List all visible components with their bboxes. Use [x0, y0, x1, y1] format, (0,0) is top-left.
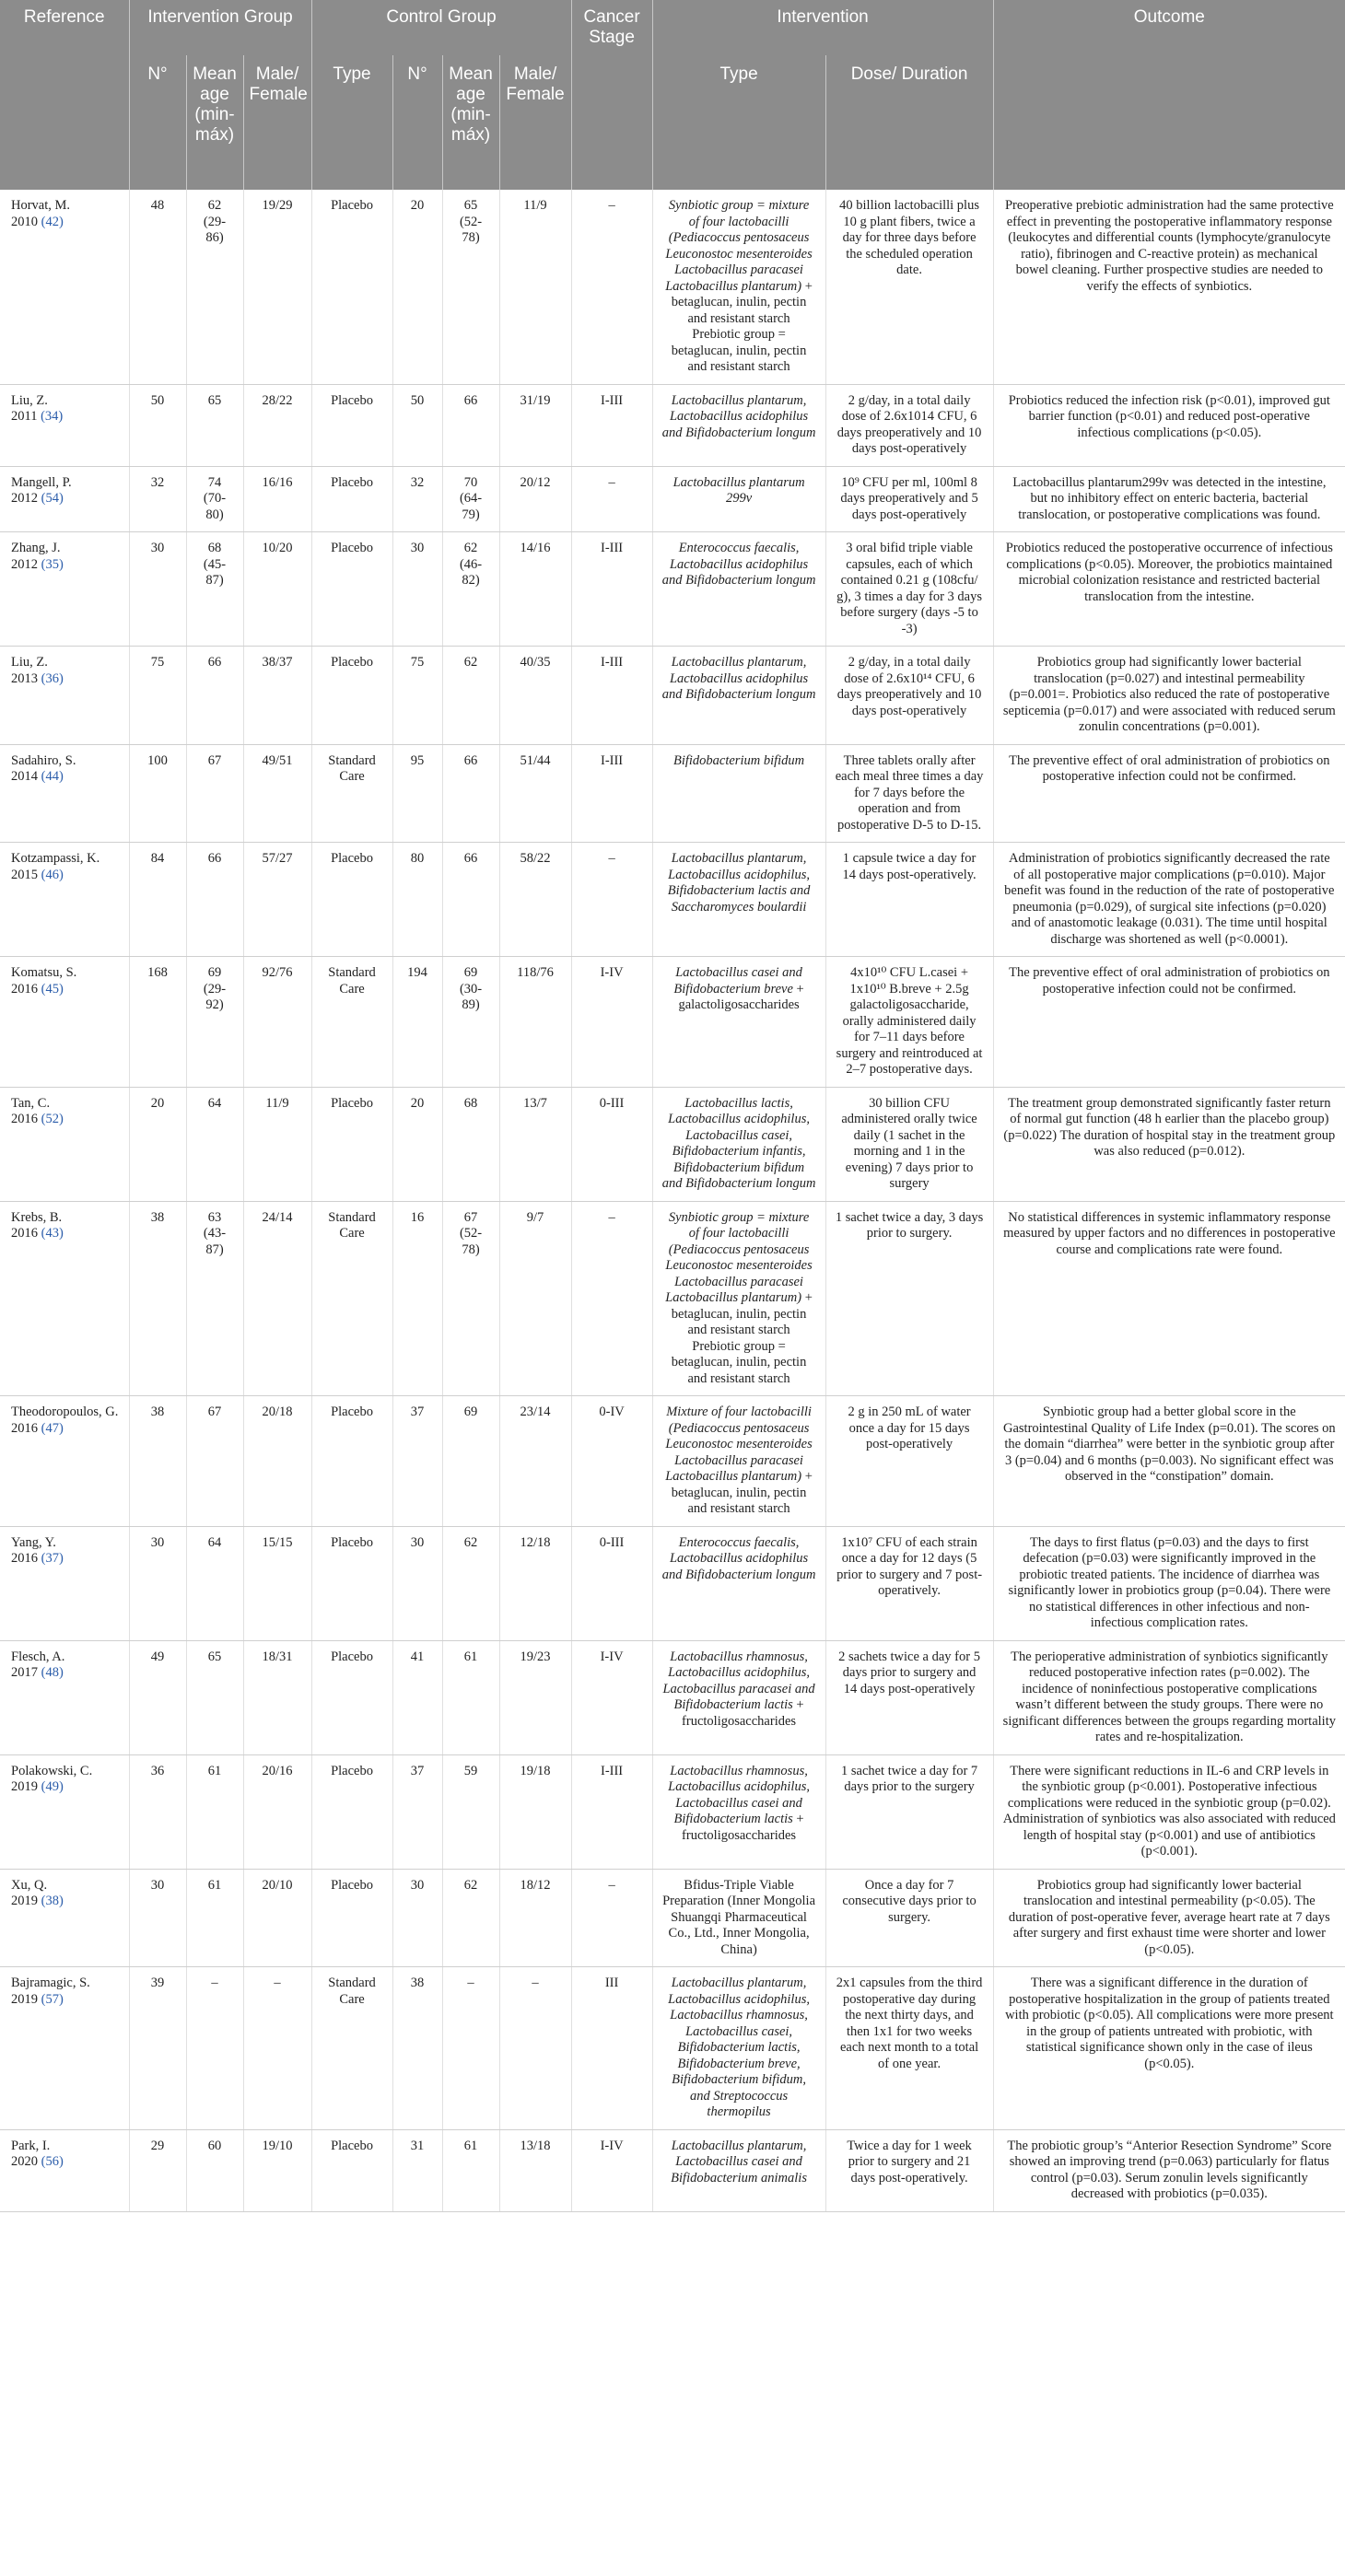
table-row [0, 957, 1345, 1088]
mean-age-intervention: 67 [186, 744, 243, 843]
intervention-type: Lactobacillus plantarum 299v [652, 466, 825, 532]
year: 2013 [11, 670, 38, 686]
reference-cell [0, 1754, 129, 1869]
control-type: Standard Care [311, 1967, 392, 2130]
table-body [0, 190, 1345, 2211]
n-control: 16 [392, 1201, 442, 1396]
n-control: 31 [392, 2129, 442, 2211]
male-female-intervention: 57/27 [243, 843, 311, 957]
dose-duration: 1 sachet twice a day for 7 days prior to the surgery [825, 1754, 993, 1869]
male-female-intervention: 15/15 [243, 1526, 311, 1640]
dose-duration: 4x10¹⁰ CFU L.casei + 1x10¹⁰ B.breve + 2.5g galactoligosaccharide, orally administered daily for 7–11 days before surgery and reintroduced at 2–7 postoperative days. [825, 957, 993, 1088]
male-female-control: 58/22 [499, 843, 571, 957]
control-type: Placebo [311, 190, 392, 384]
male-female-intervention: 10/20 [243, 532, 311, 647]
dose-duration: 40 billion lactobacilli plus 10 g plant fibers, twice a day for three days before the scheduled operation date. [825, 190, 993, 384]
table-row [0, 466, 1345, 532]
outcome: There was a significant difference in the duration of postoperative hospitalization in the group of patients treated with probiotic (p<0.05). All complications were more present in the group of patients untreated with probiotic, with statistical significance shown only in the case of ileus (p<0.05). [993, 1967, 1345, 2130]
citation-link[interactable]: (46) [41, 867, 64, 882]
reference-cell [0, 1869, 129, 1967]
dose-duration: 10⁹ CFU per ml, 100ml 8 days preoperatively and 5 days post-operatively [825, 466, 993, 532]
male-female-intervention: 92/76 [243, 957, 311, 1088]
author: Park, I. [11, 2138, 51, 2153]
n-control: 194 [392, 957, 442, 1088]
control-type: Placebo [311, 1526, 392, 1640]
mean-age-intervention: 64 [186, 1526, 243, 1640]
reference-cell [0, 843, 129, 957]
n-intervention: 32 [129, 466, 186, 532]
n-control: 80 [392, 843, 442, 957]
year: 2020 [11, 2154, 38, 2169]
citation-link[interactable]: (38) [41, 1894, 64, 1908]
author: Yang, Y. [11, 1534, 56, 1550]
table-row [0, 2129, 1345, 2211]
header-reference: Reference [0, 0, 129, 55]
table-header [0, 0, 1345, 190]
n-control: 37 [392, 1396, 442, 1527]
intervention-type: Lactobacillus rhamnosus, Lactobacillus acidophilus, Lactobacillus paracasei and Bifidobacterium lactis + fructoligosaccharides [652, 1640, 825, 1754]
mean-age-intervention: 65 [186, 1640, 243, 1754]
male-female-intervention: 20/16 [243, 1754, 311, 1869]
mean-age-intervention: 61 [186, 1869, 243, 1967]
header-outcome-sub [993, 55, 1345, 190]
header-n-control: N° [392, 55, 442, 190]
dose-duration: 2 g/day, in a total daily dose of 2.6x1014 CFU, 6 days preoperatively and 10 days post-operatively [825, 384, 993, 466]
n-control: 20 [392, 190, 442, 384]
n-control: 41 [392, 1640, 442, 1754]
citation-link[interactable]: (44) [41, 769, 64, 784]
control-type: Placebo [311, 384, 392, 466]
year: 2012 [11, 491, 38, 506]
male-female-intervention: 19/10 [243, 2129, 311, 2211]
author: Flesch, A. [11, 1649, 65, 1664]
header-type-control: Type [311, 55, 392, 190]
male-female-intervention: – [243, 1967, 311, 2130]
author: Liu, Z. [11, 392, 48, 408]
table-row [0, 384, 1345, 466]
author: Horvat, M. [11, 198, 71, 213]
year: 2010 [11, 214, 38, 229]
outcome: Probiotics reduced the postoperative occurrence of infectious complications (p<0.05). Moreover, the probiotics maintained microbial colonization resistance and restricted bacterial translocation from the intestine. [993, 532, 1345, 647]
header-outcome: Outcome [993, 0, 1345, 55]
outcome: Administration of probiotics significantly decreased the rate of all postoperative major complications (p=0.010). Major benefit was found in the reduction of the rate of postoperative pneumonia (p=0.029), of surgical site infections (p=0.020) and of anastomotic leakage (0.031). The time until hospital discharge was shortened as well (p<0.0001). [993, 843, 1345, 957]
outcome: The perioperative administration of synbiotics significantly reduced postoperative infection rates (p=0.002). The incidence of noninfectious postoperative complications wasn’t different between the study groups. There were no significant differences between the groups regarding mortality rates and re-hospitalization. [993, 1640, 1345, 1754]
reference-cell [0, 384, 129, 466]
year: 2019 [11, 1779, 38, 1794]
outcome: Preoperative prebiotic administration had the same protective effect in preventing the postoperative inflammatory response (leukocytes and differential counts (lymphocyte/granulocyte ratio), fibrinogen and C-reactive protein) as mechanical bowel cleaning. Further prospective studies are needed to verify the effects of synbiotics. [993, 190, 1345, 384]
author: Mangell, P. [11, 474, 72, 490]
dose-duration: 2 sachets twice a day for 5 days prior to surgery and 14 days post-operatively [825, 1640, 993, 1754]
n-control: 20 [392, 1087, 442, 1201]
reference-cell [0, 2129, 129, 2211]
cancer-stage: I-III [571, 532, 652, 647]
header-mean-age-control: Mean age (min-máx) [442, 55, 499, 190]
male-female-control: 51/44 [499, 744, 571, 843]
cancer-stage: – [571, 190, 652, 384]
citation-link[interactable]: (49) [41, 1779, 64, 1794]
male-female-intervention: 28/22 [243, 384, 311, 466]
reference-cell [0, 1087, 129, 1201]
mean-age-control: 62 (46-82) [442, 532, 499, 647]
cancer-stage: 0-IV [571, 1396, 652, 1527]
year: 2016 [11, 1112, 38, 1126]
table-row [0, 190, 1345, 384]
male-female-control: 11/9 [499, 190, 571, 384]
year: 2016 [11, 1551, 38, 1566]
author: Komatsu, S. [11, 965, 77, 980]
cancer-stage: 0-III [571, 1526, 652, 1640]
author: Krebs, B. [11, 1209, 63, 1225]
control-type: Standard Care [311, 957, 392, 1088]
citation-link[interactable]: (35) [41, 556, 64, 572]
outcome: The preventive effect of oral administration of probiotics on postoperative infection could not be confirmed. [993, 744, 1345, 843]
mean-age-intervention: 66 [186, 843, 243, 957]
intervention-type: Bfidus-Triple Viable Preparation (Inner Mongolia Shuangqi Pharmaceutical Co., Ltd., Inner Mongolia, China) [652, 1869, 825, 1967]
control-type: Standard Care [311, 744, 392, 843]
intervention-type: Lactobacillus plantarum, Lactobacillus acidophilus, Bifidobacterium lactis and Saccharomyces boulardii [652, 843, 825, 957]
mean-age-intervention: 68 (45-87) [186, 532, 243, 647]
reference-cell [0, 1967, 129, 2130]
male-female-control: 14/16 [499, 532, 571, 647]
mean-age-control: 70 (64-79) [442, 466, 499, 532]
dose-duration: 2 g in 250 mL of water once a day for 15 days post-operatively [825, 1396, 993, 1527]
n-control: 75 [392, 647, 442, 745]
male-female-intervention: 18/31 [243, 1640, 311, 1754]
author: Theodoropoulos, G. [11, 1405, 119, 1419]
table-row [0, 1201, 1345, 1396]
dose-duration: 2x1 capsules from the third postoperative day during the next thirty days, and then 1x1 for two weeks each next month to a total of one year. [825, 1967, 993, 2130]
header-reference-sub [0, 55, 129, 190]
outcome: Probiotics reduced the infection risk (p<0.01), improved gut barrier function (p<0.01) and reduced post-operative infectious complications (p<0.05). [993, 384, 1345, 466]
citation-link[interactable]: (54) [41, 491, 64, 506]
header-male-female-intervention: Male/ Female [243, 55, 311, 190]
n-intervention: 100 [129, 744, 186, 843]
citation-link[interactable]: (34) [41, 409, 64, 424]
intervention-type: Enterococcus faecalis, Lactobacillus acidophilus and Bifidobacterium longum [652, 532, 825, 647]
author: Bajramagic, S. [11, 1976, 90, 1990]
mean-age-control: 66 [442, 744, 499, 843]
outcome: No statistical differences in systemic inflammatory response measured by upper factors and no differences in postoperative course and complications rate were found. [993, 1201, 1345, 1396]
male-female-control: 118/76 [499, 957, 571, 1088]
n-intervention: 39 [129, 1967, 186, 2130]
male-female-intervention: 20/18 [243, 1396, 311, 1527]
mean-age-control: 66 [442, 843, 499, 957]
header-dose-duration: Dose/ Duration [825, 55, 993, 190]
male-female-control: 13/7 [499, 1087, 571, 1201]
outcome: Lactobacillus plantarum299v was detected in the intestine, but no inhibitory effect on enteric bacteria, bacterial translocation, or postoperative complications was found. [993, 466, 1345, 532]
mean-age-intervention: 60 [186, 2129, 243, 2211]
header-intervention-group: Intervention Group [129, 0, 311, 55]
citation-link[interactable]: (52) [41, 1112, 64, 1126]
male-female-intervention: 16/16 [243, 466, 311, 532]
intervention-type: Enterococcus faecalis, Lactobacillus acidophilus and Bifidobacterium longum [652, 1526, 825, 1640]
intervention-type: Lactobacillus plantarum, Lactobacillus acidophilus, Lactobacillus rhamnosus, Lactobacillus casei, Bifidobacterium lactis, Bifidobacterium breve, Bifidobacterium bifidum, and Streptococcus thermopilus [652, 1967, 825, 2130]
mean-age-control: 67 (52-78) [442, 1201, 499, 1396]
citation-link[interactable]: (57) [41, 1991, 64, 2007]
n-intervention: 29 [129, 2129, 186, 2211]
outcome: The probiotic group’s “Anterior Resection Syndrome” Score showed an improving trend (p=0.063) particularly for flatus control (p=0.03). Serum zonulin levels significantly decreased with probiotics (p=0.035). [993, 2129, 1345, 2211]
control-type: Placebo [311, 466, 392, 532]
mean-age-control: 66 [442, 384, 499, 466]
dose-duration: Three tablets orally after each meal three times a day for 7 days before the operation and from postoperative D-5 to D-15. [825, 744, 993, 843]
reference-cell [0, 647, 129, 745]
reference-cell [0, 1526, 129, 1640]
mean-age-control: 62 [442, 1526, 499, 1640]
n-control: 30 [392, 532, 442, 647]
male-female-control: 18/12 [499, 1869, 571, 1967]
cancer-stage: I-IV [571, 1640, 652, 1754]
table-row [0, 1869, 1345, 1967]
intervention-type: Lactobacillus plantarum, Lactobacillus acidophilus and Bifidobacterium longum [652, 384, 825, 466]
n-control: 38 [392, 1967, 442, 2130]
table-row [0, 843, 1345, 957]
cancer-stage: – [571, 843, 652, 957]
header-cancer-stage-sub [571, 55, 652, 190]
mean-age-intervention: – [186, 1967, 243, 2130]
n-intervention: 30 [129, 532, 186, 647]
reference-cell [0, 1640, 129, 1754]
header-male-female-control: Male/ Female [499, 55, 571, 190]
author: Sadahiro, S. [11, 752, 76, 768]
reference-cell [0, 1396, 129, 1527]
outcome: There were significant reductions in IL-6 and CRP levels in the synbiotic group (p<0.001). Postoperative infectious complications were reduced in the synbiotic group (p=0.02). Administration of synbiotics was also associated with reduced length of hospital stay (p<0.001) and use of antibiotics (p<0.001). [993, 1754, 1345, 1869]
n-control: 95 [392, 744, 442, 843]
reference-cell [0, 744, 129, 843]
mean-age-control: 62 [442, 647, 499, 745]
cancer-stage: I-III [571, 647, 652, 745]
n-control: 30 [392, 1869, 442, 1967]
dose-duration: 2 g/day, in a total daily dose of 2.6x10¹⁴ CFU, 6 days preoperatively and 10 days post-operatively [825, 647, 993, 745]
male-female-control: 20/12 [499, 466, 571, 532]
mean-age-control: 65 (52-78) [442, 190, 499, 384]
n-intervention: 20 [129, 1087, 186, 1201]
year: 2011 [11, 409, 38, 424]
intervention-type: Lactobacillus plantarum, Lactobacillus casei and Bifidobacterium animalis [652, 2129, 825, 2211]
table-row [0, 744, 1345, 843]
male-female-control: 40/35 [499, 647, 571, 745]
n-control: 50 [392, 384, 442, 466]
author: Polakowski, C. [11, 1763, 93, 1778]
outcome: Probiotics group had significantly lower bacterial translocation (p=0.027) and intestinal permeability (p=0.001=. Probiotics also reduced the rate of postoperative septicemia (p=0.017) and were associated with reduced serum zonulin concentrations (p=0.001). [993, 647, 1345, 745]
mean-age-intervention: 65 [186, 384, 243, 466]
n-intervention: 36 [129, 1754, 186, 1869]
table-row [0, 1087, 1345, 1201]
n-intervention: 168 [129, 957, 186, 1088]
intervention-type: Synbiotic group = mixture of four lactobacilli (Pediacoccus pentosaceus Leuconostoc mesenteroides Lactobacillus paracasei Lactobacillus plantarum) + betaglucan, inulin, pectin and resistant starch Prebiotic group = betaglucan, inulin, pectin and resistant starch [652, 190, 825, 384]
male-female-intervention: 24/14 [243, 1201, 311, 1396]
control-type: Placebo [311, 532, 392, 647]
year: 2012 [11, 556, 38, 572]
citation-link[interactable]: (42) [41, 214, 64, 229]
mean-age-control: 59 [442, 1754, 499, 1869]
mean-age-intervention: 61 [186, 1754, 243, 1869]
n-intervention: 30 [129, 1869, 186, 1967]
male-female-control: – [499, 1967, 571, 2130]
header-control-group: Control Group [311, 0, 571, 55]
intervention-type: Mixture of four lactobacilli (Pediacoccus pentosaceus Leuconostoc mesenteroides Lactobacillus paracasei Lactobacillus plantarum) + betaglucan, inulin, pectin and resistant starch [652, 1396, 825, 1527]
cancer-stage: III [571, 1967, 652, 2130]
outcome: The preventive effect of oral administration of probiotics on postoperative infection could not be confirmed. [993, 957, 1345, 1088]
reference-cell [0, 532, 129, 647]
control-type: Placebo [311, 1754, 392, 1869]
mean-age-intervention: 62 (29-86) [186, 190, 243, 384]
table-row [0, 532, 1345, 647]
n-intervention: 50 [129, 384, 186, 466]
cancer-stage: – [571, 466, 652, 532]
citation-link[interactable]: (37) [41, 1551, 64, 1566]
n-control: 30 [392, 1526, 442, 1640]
reference-cell [0, 1201, 129, 1396]
n-control: 37 [392, 1754, 442, 1869]
mean-age-intervention: 74 (70-80) [186, 466, 243, 532]
cancer-stage: I-III [571, 384, 652, 466]
author: Zhang, J. [11, 541, 61, 555]
dose-duration: Twice a day for 1 week prior to surgery and 21 days post-operatively. [825, 2129, 993, 2211]
cancer-stage: – [571, 1869, 652, 1967]
intervention-type: Lactobacillus casei and Bifidobacterium breve + galactoligosaccharides [652, 957, 825, 1088]
author: Kotzampassi, K. [11, 851, 100, 866]
mean-age-intervention: 63 (43-87) [186, 1201, 243, 1396]
year: 2016 [11, 981, 38, 997]
table-row [0, 1396, 1345, 1527]
cancer-stage: – [571, 1201, 652, 1396]
mean-age-intervention: 67 [186, 1396, 243, 1527]
dose-duration: 30 billion CFU administered orally twice daily (1 sachet in the morning and 1 in the evening) 7 days prior to surgery [825, 1087, 993, 1201]
outcome: Probiotics group had significantly lower bacterial translocation and intestinal permeability (p<0.05). The duration of post-operative fever, average heart rate at 7 days after surgery and first exhaust time were shorter and lower (p<0.05). [993, 1869, 1345, 1967]
mean-age-control: 62 [442, 1869, 499, 1967]
dose-duration: Once a day for 7 consecutive days prior to surgery. [825, 1869, 993, 1967]
male-female-control: 19/23 [499, 1640, 571, 1754]
header-n-intervention: N° [129, 55, 186, 190]
year: 2019 [11, 1894, 38, 1908]
year: 2016 [11, 1420, 38, 1436]
male-female-intervention: 11/9 [243, 1087, 311, 1201]
control-type: Placebo [311, 1640, 392, 1754]
mean-age-control: 69 [442, 1396, 499, 1527]
mean-age-intervention: 66 [186, 647, 243, 745]
author: Xu, Q. [11, 1877, 48, 1893]
citation-link[interactable]: (47) [41, 1420, 64, 1436]
cancer-stage: 0-III [571, 1087, 652, 1201]
control-type: Placebo [311, 1396, 392, 1527]
year: 2019 [11, 1991, 38, 2007]
intervention-type: Lactobacillus rhamnosus, Lactobacillus acidophilus, Lactobacillus casei and Bifidobacterium lactis + fructoligosaccharides [652, 1754, 825, 1869]
male-female-control: 19/18 [499, 1754, 571, 1869]
male-female-control: 31/19 [499, 384, 571, 466]
n-control: 32 [392, 466, 442, 532]
dose-duration: 1 capsule twice a day for 14 days post-operatively. [825, 843, 993, 957]
year: 2014 [11, 769, 38, 784]
male-female-control: 13/18 [499, 2129, 571, 2211]
dose-duration: 3 oral bifid triple viable capsules, each of which contained 0.21 g (108cfu/ g), 3 times a day for 3 days before surgery (days -5 to -3) [825, 532, 993, 647]
male-female-intervention: 38/37 [243, 647, 311, 745]
male-female-intervention: 20/10 [243, 1869, 311, 1967]
dose-duration: 1x10⁷ CFU of each strain once a day for 12 days (5 prior to surgery and 7 post-operatively. [825, 1526, 993, 1640]
citation-link[interactable]: (36) [41, 670, 64, 686]
citation-link[interactable]: (45) [41, 981, 64, 997]
header-type-intervention: Type [652, 55, 825, 190]
male-female-control: 12/18 [499, 1526, 571, 1640]
cancer-stage: I-IV [571, 2129, 652, 2211]
reference-cell [0, 957, 129, 1088]
table-row [0, 1526, 1345, 1640]
citation-link[interactable]: (48) [41, 1665, 64, 1680]
table-row [0, 647, 1345, 745]
header-intervention: Intervention [652, 0, 993, 55]
table-row [0, 1754, 1345, 1869]
control-type: Placebo [311, 2129, 392, 2211]
mean-age-control: – [442, 1967, 499, 2130]
mean-age-control: 61 [442, 1640, 499, 1754]
table-row [0, 1967, 1345, 2130]
citation-link[interactable]: (56) [41, 2154, 64, 2169]
mean-age-control: 61 [442, 2129, 499, 2211]
n-intervention: 38 [129, 1201, 186, 1396]
mean-age-intervention: 69 (29-92) [186, 957, 243, 1088]
citation-link[interactable]: (43) [41, 1226, 64, 1241]
outcome: Synbiotic group had a better global score in the Gastrointestinal Quality of Life Index (p=0.01). The scores on the domain “diarrhea” were better in the synbiotic group after 3 (p=0.04) and 6 months (p=0.003). No significant effect was observed in the “constipation” domain. [993, 1396, 1345, 1527]
mean-age-control: 68 [442, 1087, 499, 1201]
year: 2017 [11, 1665, 38, 1680]
header-mean-age-intervention: Mean age (min-máx) [186, 55, 243, 190]
control-type: Placebo [311, 1087, 392, 1201]
cancer-stage: I-III [571, 744, 652, 843]
male-female-intervention: 49/51 [243, 744, 311, 843]
control-type: Placebo [311, 843, 392, 957]
year: 2015 [11, 867, 38, 882]
n-intervention: 38 [129, 1396, 186, 1527]
outcome: The treatment group demonstrated significantly faster return of normal gut function (48 h earlier than the placebo group) (p=0.022) The duration of hospital stay in the treatment group was also reduced (p=0.012). [993, 1087, 1345, 1201]
n-intervention: 49 [129, 1640, 186, 1754]
author: Tan, C. [11, 1095, 51, 1111]
cancer-stage: I-III [571, 1754, 652, 1869]
control-type: Placebo [311, 647, 392, 745]
n-intervention: 84 [129, 843, 186, 957]
intervention-type: Lactobacillus lactis, Lactobacillus acidophilus, Lactobacillus casei, Bifidobacterium infantis, Bifidobacterium bifidum and Bifidobacterium longum [652, 1087, 825, 1201]
control-type: Placebo [311, 1869, 392, 1967]
control-type: Standard Care [311, 1201, 392, 1396]
intervention-type: Synbiotic group = mixture of four lactobacilli (Pediacoccus pentosaceus Leuconostoc mesenteroides Lactobacillus paracasei Lactobacillus plantarum) + betaglucan, inulin, pectin and resistant starch Prebiotic group = betaglucan, inulin, pectin and resistant starch [652, 1201, 825, 1396]
reference-cell [0, 466, 129, 532]
author: Liu, Z. [11, 655, 48, 670]
male-female-intervention: 19/29 [243, 190, 311, 384]
n-intervention: 75 [129, 647, 186, 745]
intervention-type: Lactobacillus plantarum, Lactobacillus acidophilus and Bifidobacterium longum [652, 647, 825, 745]
male-female-control: 9/7 [499, 1201, 571, 1396]
reference-cell [0, 190, 129, 384]
dose-duration: 1 sachet twice a day, 3 days prior to surgery. [825, 1201, 993, 1396]
male-female-control: 23/14 [499, 1396, 571, 1527]
header-cancer-stage: Cancer Stage [571, 0, 652, 55]
cancer-stage: I-IV [571, 957, 652, 1088]
table-row [0, 1640, 1345, 1754]
intervention-type: Bifidobacterium bifidum [652, 744, 825, 843]
year: 2016 [11, 1226, 38, 1241]
mean-age-control: 69 (30-89) [442, 957, 499, 1088]
mean-age-intervention: 64 [186, 1087, 243, 1201]
n-intervention: 48 [129, 190, 186, 384]
n-intervention: 30 [129, 1526, 186, 1640]
outcome: The days to first flatus (p=0.03) and the days to first defecation (p=0.03) were significantly improved in the probiotic treated patients. The incidence of diarrhea was significantly lower in probiotics group (p=0.04). There were no statistical differences in other infectious and non-infectious complication rates. [993, 1526, 1345, 1640]
